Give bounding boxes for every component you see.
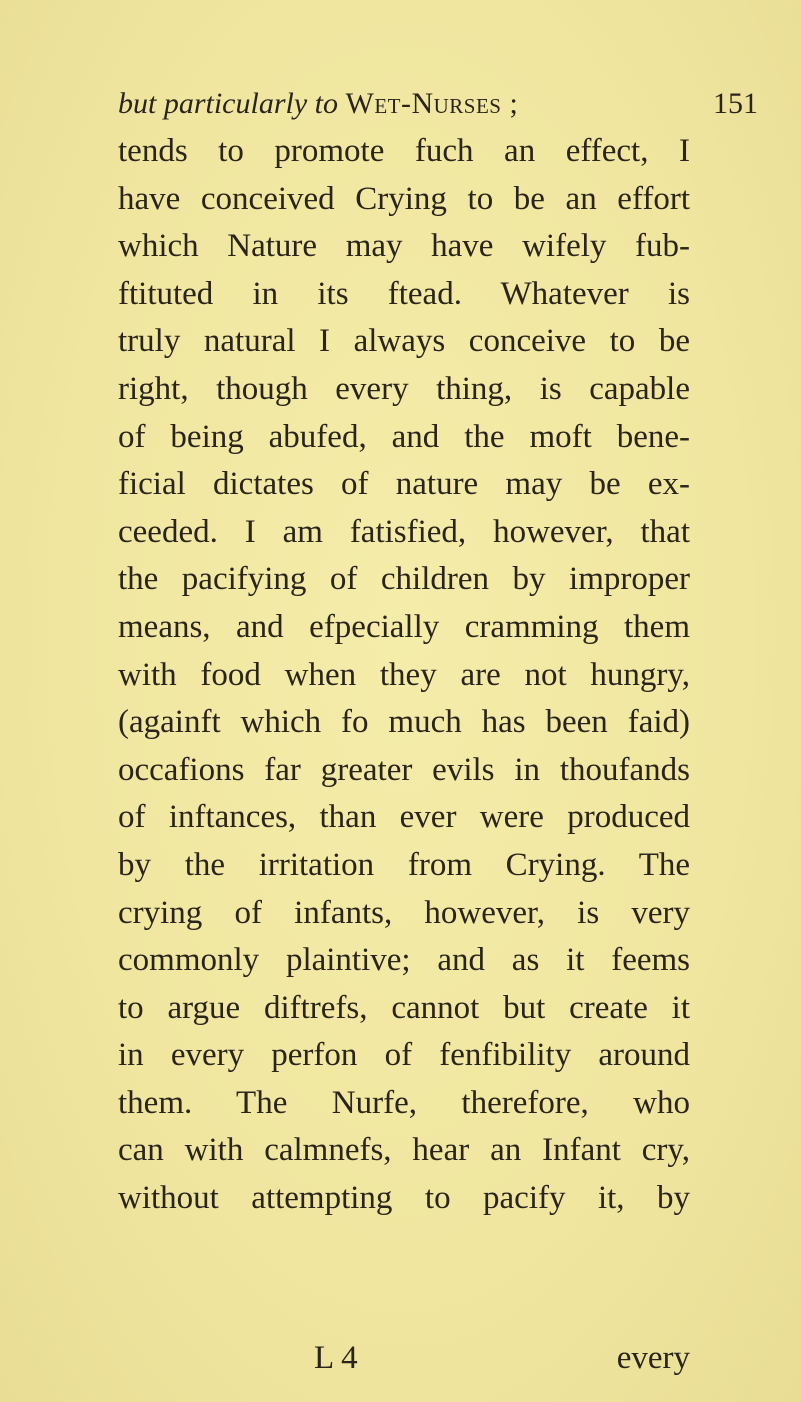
text-line: ceeded. I am fatisfied, however, that [118, 513, 690, 550]
signature-mark: L 4 [314, 1340, 358, 1376]
running-title-italic: but particularly to [118, 87, 338, 120]
text-line: tends to promote fuch an effect, I [118, 133, 690, 169]
text-line: which Nature may have wifely fub- [118, 228, 690, 265]
text-line: occafions far greater evils in thoufands [118, 751, 690, 788]
text-line: of inftances, than ever were produced [118, 799, 690, 836]
text-line: them. The Nurfe, therefore, who [118, 1084, 690, 1121]
page-number: 151 [713, 87, 758, 120]
page-footer [118, 1336, 690, 1380]
running-title-caps: Wet-Nurses ; [345, 87, 519, 120]
body-text [118, 128, 690, 1223]
text-line: to argue diftrefs, cannot but create it [118, 989, 690, 1026]
text-line: right, though every thing, is capable [118, 370, 690, 407]
text-line: have conceived Crying to be an effort [118, 180, 690, 217]
text-line: (againft which fo much has been faid) [118, 704, 690, 741]
text-line: crying of infants, however, is very [118, 894, 690, 931]
text-line: the pacifying of children by improper [118, 561, 690, 598]
catchword: every [616, 1340, 690, 1376]
text-line: with food when they are not hungry, [118, 656, 690, 693]
text-line: by the irritation from Crying. The [118, 846, 690, 883]
text-line: in every perfon of fenfibility around [118, 1037, 690, 1074]
text-line: truly natural I always conceive to be [118, 323, 690, 360]
text-line: means, and efpecially cramming them [118, 608, 690, 645]
text-line: can with calmnefs, hear an Infant cry, [118, 1132, 690, 1169]
text-line: commonly plaintive; and as it feems [118, 942, 690, 979]
text-line: of being abufed, and the moft bene- [118, 418, 690, 455]
text-line: without attempting to pacify it, by [118, 1180, 690, 1217]
text-line: ftituted in its ftead. Whatever is [118, 275, 690, 312]
running-header [118, 82, 758, 126]
text-line: ficial dictates of nature may be ex- [118, 466, 690, 503]
